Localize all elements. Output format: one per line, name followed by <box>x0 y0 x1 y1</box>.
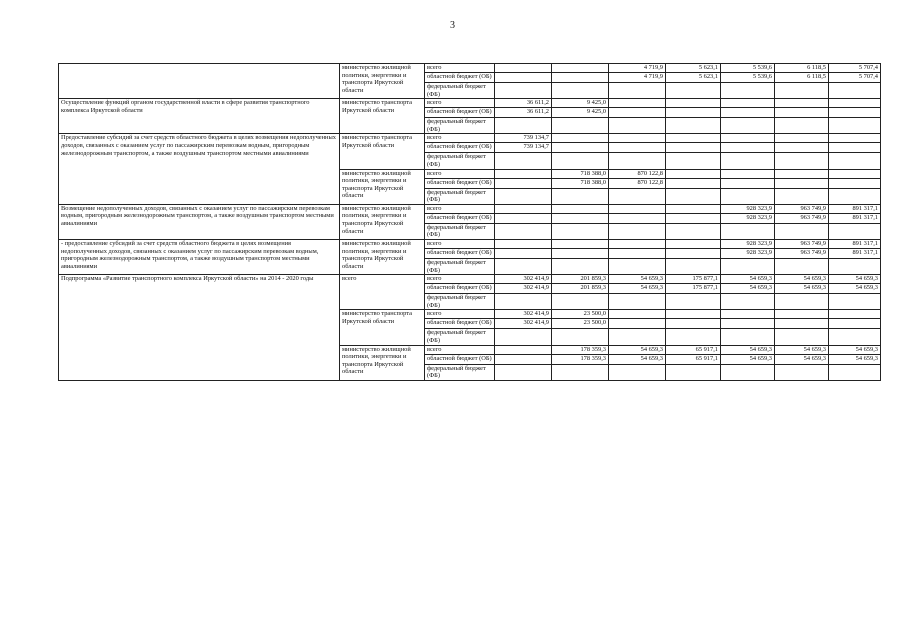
funding-source-cell: всего <box>425 204 495 213</box>
value-cell: 302 414,9 <box>495 310 552 319</box>
value-cell <box>666 134 721 143</box>
table-row <box>59 64 881 73</box>
value-cell: 928 323,9 <box>721 204 775 213</box>
value-cell <box>495 73 552 83</box>
value-cell: 4 719,9 <box>609 73 666 83</box>
value-cell: 54 659,3 <box>829 354 881 364</box>
value-cell <box>609 310 666 319</box>
funding-source-cell: всего <box>425 275 495 284</box>
value-cell: 891 317,1 <box>829 204 881 213</box>
value-cell <box>552 143 609 153</box>
value-cell <box>775 118 829 134</box>
value-cell <box>552 83 609 99</box>
value-cell: 928 323,9 <box>721 239 775 248</box>
value-cell: 963 749,9 <box>775 248 829 258</box>
value-cell <box>775 178 829 188</box>
value-cell <box>721 169 775 178</box>
funding-source-cell: областной бюджет (ОБ) <box>425 354 495 364</box>
value-cell <box>609 213 666 223</box>
value-cell <box>721 153 775 169</box>
value-cell <box>609 204 666 213</box>
value-cell <box>666 153 721 169</box>
value-cell <box>666 178 721 188</box>
value-cell <box>666 143 721 153</box>
value-cell <box>609 248 666 258</box>
value-cell: 739 134,7 <box>495 143 552 153</box>
value-cell <box>829 223 881 239</box>
value-cell <box>609 223 666 239</box>
value-cell <box>552 294 609 310</box>
value-cell: 963 749,9 <box>775 239 829 248</box>
value-cell <box>721 134 775 143</box>
value-cell: 963 749,9 <box>775 204 829 213</box>
value-cell: 54 659,3 <box>829 345 881 354</box>
value-cell <box>495 329 552 345</box>
value-cell <box>495 169 552 178</box>
value-cell: 54 659,3 <box>721 275 775 284</box>
value-cell <box>609 258 666 274</box>
value-cell <box>721 118 775 134</box>
executor-cell: министерство транспорта Иркутской области <box>340 99 425 134</box>
value-cell <box>609 329 666 345</box>
value-cell <box>609 294 666 310</box>
value-cell <box>829 310 881 319</box>
value-cell: 54 659,3 <box>829 284 881 294</box>
funding-source-cell: областной бюджет (ОБ) <box>425 73 495 83</box>
value-cell <box>495 345 552 354</box>
value-cell <box>829 178 881 188</box>
value-cell <box>495 248 552 258</box>
value-cell <box>829 99 881 108</box>
value-cell <box>552 188 609 204</box>
value-cell <box>721 178 775 188</box>
executor-cell: министерство жилищной политики, энергетики и транспорта Иркутской области <box>340 239 425 274</box>
measure-name-cell: Предоставление субсидий за счет средств областного бюджета в целях возмещения недополученных доходов, связанных с оказанием услуг по пассажирским перевозкам водным, пригородным железнодорожным транспортом, а также воздушным транспортом местными авиалиниями <box>59 134 340 204</box>
value-cell <box>609 143 666 153</box>
value-cell <box>666 213 721 223</box>
value-cell <box>775 143 829 153</box>
funding-source-cell: федеральный бюджет (ФБ) <box>425 329 495 345</box>
value-cell: 201 859,3 <box>552 275 609 284</box>
value-cell <box>495 294 552 310</box>
value-cell: 175 877,1 <box>666 284 721 294</box>
value-cell: 870 122,8 <box>609 169 666 178</box>
table-row <box>59 99 881 108</box>
value-cell <box>775 319 829 329</box>
value-cell: 718 388,0 <box>552 178 609 188</box>
measure-name-cell: Осуществление функций органом государственной власти в сфере развития транспортного комплекса Иркутской области <box>59 99 340 134</box>
funding-source-cell: всего <box>425 169 495 178</box>
value-cell <box>775 364 829 380</box>
funding-source-cell: федеральный бюджет (ФБ) <box>425 153 495 169</box>
value-cell: 5 623,1 <box>666 73 721 83</box>
value-cell: 65 917,1 <box>666 345 721 354</box>
funding-source-cell: федеральный бюджет (ФБ) <box>425 294 495 310</box>
value-cell <box>552 239 609 248</box>
value-cell: 54 659,3 <box>775 354 829 364</box>
value-cell: 54 659,3 <box>721 284 775 294</box>
value-cell <box>495 118 552 134</box>
executor-cell: министерство жилищной политики, энергетики и транспорта Иркутской области <box>340 204 425 239</box>
value-cell <box>775 294 829 310</box>
funding-source-cell: всего <box>425 310 495 319</box>
value-cell: 6 118,5 <box>775 73 829 83</box>
value-cell <box>775 134 829 143</box>
value-cell <box>666 239 721 248</box>
value-cell <box>552 64 609 73</box>
value-cell <box>552 364 609 380</box>
value-cell <box>609 153 666 169</box>
executor-cell: всего <box>340 275 425 310</box>
executor-cell: министерство жилищной политики, энергетики и транспорта Иркутской области <box>340 345 425 380</box>
value-cell <box>552 153 609 169</box>
value-cell <box>829 364 881 380</box>
funding-source-cell: областной бюджет (ОБ) <box>425 248 495 258</box>
funding-source-cell: областной бюджет (ОБ) <box>425 143 495 153</box>
value-cell <box>829 83 881 99</box>
value-cell: 5 539,6 <box>721 73 775 83</box>
value-cell <box>609 99 666 108</box>
funding-source-cell: всего <box>425 345 495 354</box>
value-cell: 54 659,3 <box>775 284 829 294</box>
value-cell <box>775 108 829 118</box>
value-cell: 54 659,3 <box>775 345 829 354</box>
value-cell: 739 134,7 <box>495 134 552 143</box>
value-cell <box>775 310 829 319</box>
value-cell <box>666 169 721 178</box>
value-cell <box>829 118 881 134</box>
value-cell <box>609 239 666 248</box>
funding-source-cell: всего <box>425 64 495 73</box>
value-cell: 891 317,1 <box>829 213 881 223</box>
value-cell: 4 719,9 <box>609 64 666 73</box>
value-cell <box>552 73 609 83</box>
value-cell <box>666 108 721 118</box>
value-cell: 891 317,1 <box>829 239 881 248</box>
value-cell <box>775 223 829 239</box>
value-cell <box>775 99 829 108</box>
value-cell: 870 122,8 <box>609 178 666 188</box>
value-cell <box>666 118 721 134</box>
value-cell: 54 659,3 <box>721 345 775 354</box>
value-cell: 36 611,2 <box>495 99 552 108</box>
value-cell: 928 323,9 <box>721 248 775 258</box>
value-cell: 5 623,1 <box>666 64 721 73</box>
value-cell: 9 425,0 <box>552 99 609 108</box>
page-number: 3 <box>450 20 455 31</box>
value-cell: 963 749,9 <box>775 213 829 223</box>
funding-source-cell: федеральный бюджет (ФБ) <box>425 364 495 380</box>
value-cell <box>775 329 829 345</box>
executor-cell: министерство транспорта Иркутской области <box>340 134 425 169</box>
value-cell <box>666 83 721 99</box>
value-cell <box>552 118 609 134</box>
value-cell <box>829 169 881 178</box>
table-row <box>59 275 881 284</box>
value-cell: 302 414,9 <box>495 319 552 329</box>
value-cell <box>775 188 829 204</box>
value-cell: 54 659,3 <box>775 275 829 284</box>
funding-source-cell: областной бюджет (ОБ) <box>425 213 495 223</box>
value-cell: 54 659,3 <box>721 354 775 364</box>
measure-name-cell: Возмещение недополученных доходов, связанных с оказанием услуг по пассажирским перевозкам водным, пригородным железнодорожным транспортом, а также воздушным транспортом местными авиалиниями <box>59 204 340 239</box>
value-cell: 5 539,6 <box>721 64 775 73</box>
value-cell <box>495 354 552 364</box>
value-cell: 175 877,1 <box>666 275 721 284</box>
value-cell <box>495 153 552 169</box>
value-cell <box>609 188 666 204</box>
value-cell <box>495 188 552 204</box>
value-cell <box>666 329 721 345</box>
value-cell <box>495 204 552 213</box>
value-cell <box>666 99 721 108</box>
funding-source-cell: областной бюджет (ОБ) <box>425 108 495 118</box>
value-cell: 9 425,0 <box>552 108 609 118</box>
funding-source-cell: всего <box>425 239 495 248</box>
measure-name-cell <box>59 64 340 99</box>
value-cell <box>666 364 721 380</box>
table-row <box>59 239 881 248</box>
funding-source-cell: областной бюджет (ОБ) <box>425 319 495 329</box>
value-cell <box>721 223 775 239</box>
value-cell <box>666 204 721 213</box>
value-cell <box>666 319 721 329</box>
value-cell: 6 118,5 <box>775 64 829 73</box>
value-cell <box>666 258 721 274</box>
table-body <box>59 64 881 381</box>
value-cell <box>775 258 829 274</box>
value-cell: 54 659,3 <box>609 284 666 294</box>
value-cell <box>721 99 775 108</box>
executor-cell: министерство транспорта Иркутской области <box>340 310 425 345</box>
value-cell: 36 611,2 <box>495 108 552 118</box>
value-cell <box>609 134 666 143</box>
value-cell <box>609 83 666 99</box>
value-cell <box>552 258 609 274</box>
value-cell <box>666 310 721 319</box>
funding-source-cell: федеральный бюджет (ФБ) <box>425 223 495 239</box>
value-cell: 23 500,0 <box>552 310 609 319</box>
value-cell: 302 414,9 <box>495 284 552 294</box>
value-cell <box>552 223 609 239</box>
funding-source-cell: федеральный бюджет (ФБ) <box>425 83 495 99</box>
value-cell <box>829 294 881 310</box>
value-cell <box>666 223 721 239</box>
value-cell: 201 859,3 <box>552 284 609 294</box>
value-cell <box>552 213 609 223</box>
executor-cell: министерство жилищной политики, энергетики и транспорта Иркутской области <box>340 169 425 204</box>
value-cell <box>552 329 609 345</box>
value-cell <box>721 143 775 153</box>
value-cell <box>721 108 775 118</box>
value-cell: 54 659,3 <box>609 275 666 284</box>
funding-source-cell: областной бюджет (ОБ) <box>425 178 495 188</box>
value-cell <box>495 258 552 274</box>
value-cell <box>666 248 721 258</box>
value-cell <box>666 294 721 310</box>
value-cell: 54 659,3 <box>829 275 881 284</box>
value-cell: 178 359,3 <box>552 354 609 364</box>
value-cell: 23 500,0 <box>552 319 609 329</box>
value-cell <box>495 364 552 380</box>
value-cell <box>829 258 881 274</box>
value-cell <box>721 319 775 329</box>
value-cell <box>721 329 775 345</box>
funding-source-cell: федеральный бюджет (ФБ) <box>425 258 495 274</box>
value-cell <box>552 248 609 258</box>
value-cell <box>829 143 881 153</box>
value-cell <box>495 213 552 223</box>
value-cell <box>609 319 666 329</box>
value-cell <box>829 108 881 118</box>
measure-name-cell: - предоставление субсидий за счет средств областного бюджета в целях возмещения недополученных доходов, связанных с оказанием услуг по пассажирским перевозкам водным, пригородным железнодорожным транспортом, а также воздушным транспортом местными авиалиниями <box>59 239 340 274</box>
value-cell: 178 359,3 <box>552 345 609 354</box>
value-cell: 65 917,1 <box>666 354 721 364</box>
funding-source-cell: областной бюджет (ОБ) <box>425 284 495 294</box>
value-cell <box>495 64 552 73</box>
value-cell <box>495 83 552 99</box>
value-cell: 54 659,3 <box>609 354 666 364</box>
value-cell <box>495 178 552 188</box>
value-cell <box>721 188 775 204</box>
value-cell: 54 659,3 <box>609 345 666 354</box>
value-cell: 5 707,4 <box>829 73 881 83</box>
table-row <box>59 134 881 143</box>
value-cell <box>829 153 881 169</box>
funding-source-cell: всего <box>425 134 495 143</box>
value-cell: 891 317,1 <box>829 248 881 258</box>
value-cell <box>609 108 666 118</box>
value-cell <box>609 364 666 380</box>
value-cell <box>721 258 775 274</box>
value-cell <box>495 239 552 248</box>
value-cell: 928 323,9 <box>721 213 775 223</box>
value-cell <box>775 83 829 99</box>
value-cell <box>609 118 666 134</box>
budget-table <box>58 63 881 381</box>
value-cell <box>829 319 881 329</box>
value-cell: 302 414,9 <box>495 275 552 284</box>
measure-name-cell: Подпрограмма «Развитие транспортного комплекса Иркутской области» на 2014 - 2020 годы <box>59 275 340 381</box>
value-cell <box>666 188 721 204</box>
value-cell <box>552 134 609 143</box>
value-cell <box>829 188 881 204</box>
executor-cell: министерство жилищной политики, энергетики и транспорта Иркутской области <box>340 64 425 99</box>
value-cell: 718 388,0 <box>552 169 609 178</box>
value-cell <box>829 134 881 143</box>
value-cell <box>775 169 829 178</box>
funding-source-cell: федеральный бюджет (ФБ) <box>425 118 495 134</box>
table-row <box>59 204 881 213</box>
value-cell: 5 707,4 <box>829 64 881 73</box>
value-cell <box>721 364 775 380</box>
value-cell <box>775 153 829 169</box>
value-cell <box>552 204 609 213</box>
value-cell <box>495 223 552 239</box>
value-cell <box>721 310 775 319</box>
funding-source-cell: федеральный бюджет (ФБ) <box>425 188 495 204</box>
value-cell <box>721 83 775 99</box>
value-cell <box>829 329 881 345</box>
funding-source-cell: всего <box>425 99 495 108</box>
value-cell <box>721 294 775 310</box>
